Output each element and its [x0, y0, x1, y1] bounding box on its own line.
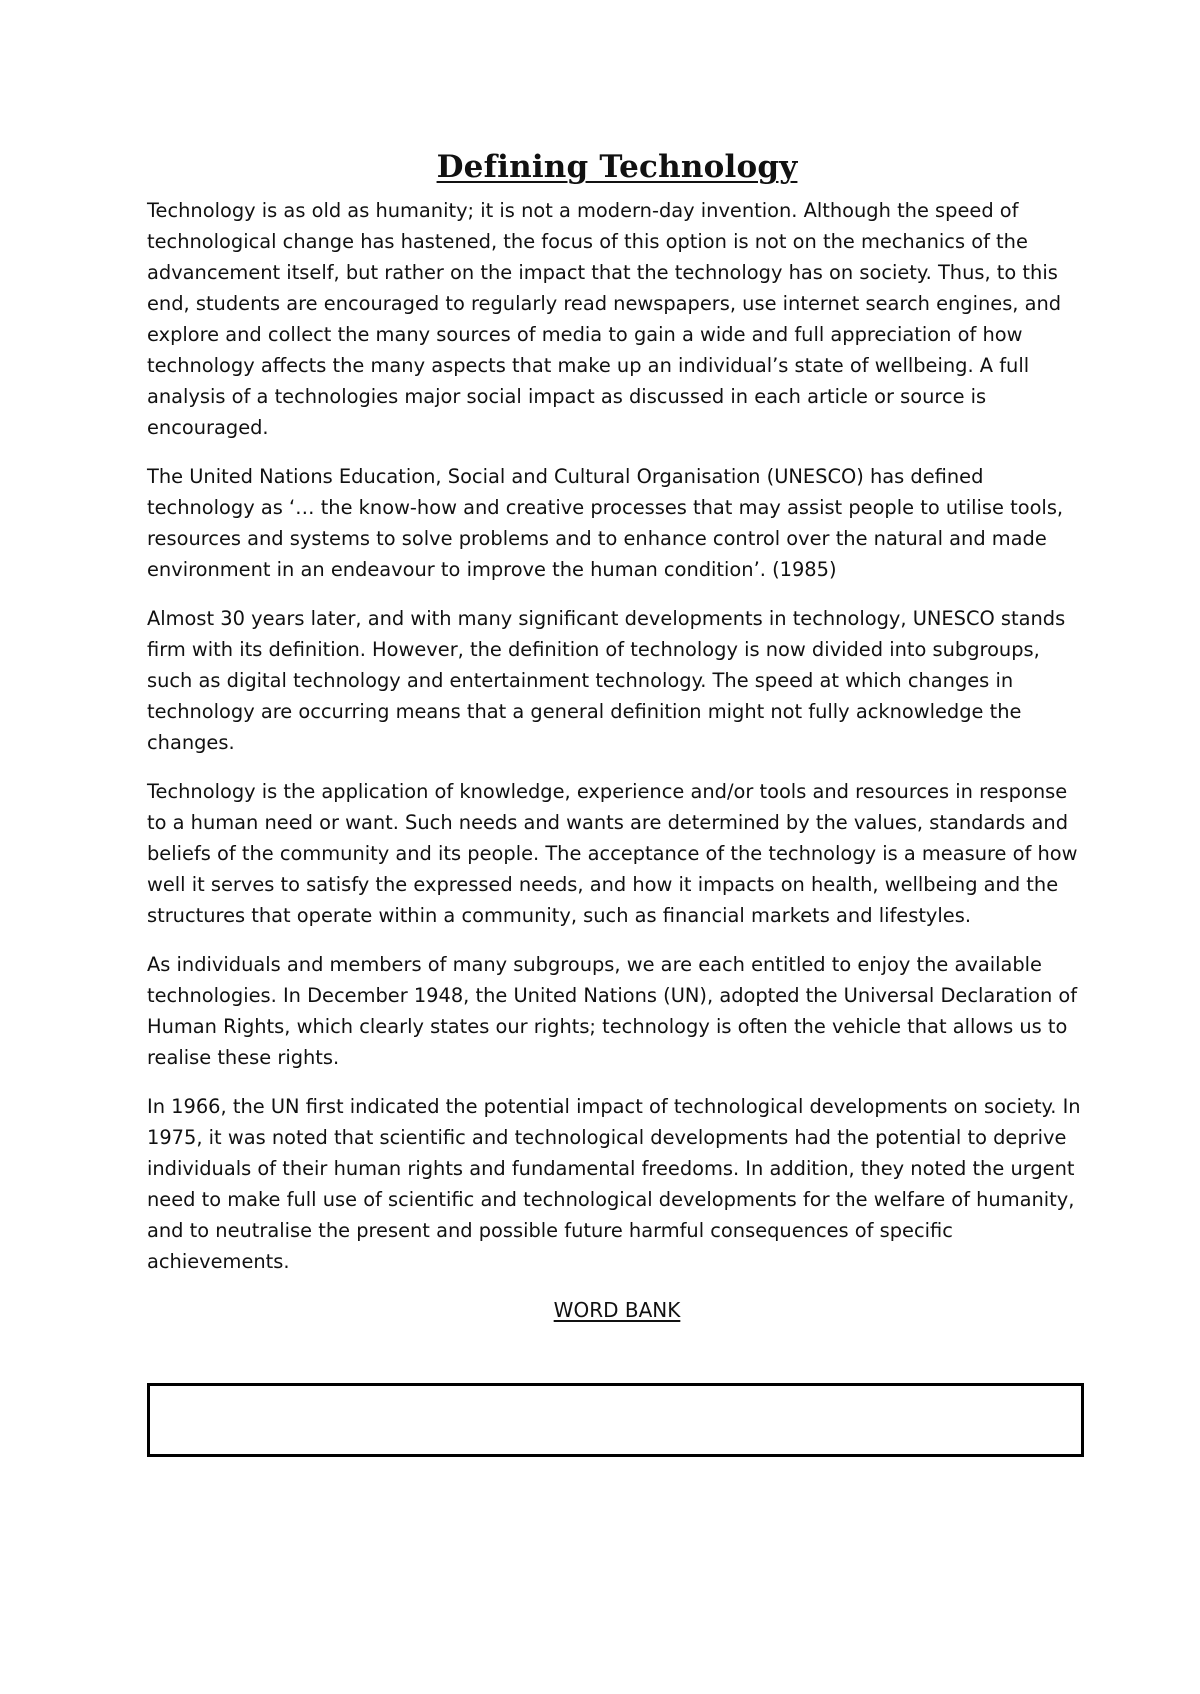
- document-page: [147, 145, 1087, 1325]
- word-bank-heading: WORD BANK: [553, 1298, 681, 1322]
- paragraph-human-rights: As individuals and members of many subgroups, we are each entitled to enjoy the available technologies. In December 1948, the United Nations (UN), adopted the Universal Declaration of Human Rights, which clearly states our rights; technology is often the vehicle that allows us to realise these rights.: [147, 953, 1078, 1069]
- paragraph-subgroups: Almost 30 years later, and with many significant developments in technology, UNESCO stands firm with its definition. However, the definition of technology is now divided into subgroups, such as digital technology and entertainment technology. The speed at which changes in technology are occurring means that a general definition might not fully acknowledge the changes.: [147, 607, 1066, 754]
- document-title: Defining Technology: [436, 149, 798, 185]
- paragraph-application: Technology is the application of knowledge, experience and/or tools and resources in response to a human need or want. Such needs and wants are determined by the values, standards and beliefs of the community and its people. The acceptance of the technology is a measure of how well it serves to satisfy the expressed needs, and how it impacts on health, wellbeing and the structures that operate within a community, such as financial markets and lifestyles.: [147, 780, 1078, 927]
- paragraph-unesco-definition: The United Nations Education, Social and Cultural Organisation (UNESCO) has defined technology as ‘… the know-how and creative processes that may assist people to utilise tools, resources and systems to solve problems and to enhance control over the natural and made environment in an endeavour to improve the human condition’. (1985): [147, 465, 1064, 581]
- paragraph-un-impact: In 1966, the UN first indicated the potential impact of technological developments on society. In 1975, it was noted that scientific and technological developments had the potential to deprive individuals of their human rights and fundamental freedoms. In addition, they noted the urgent need to make full use of scientific and technological developments for the welfare of humanity, and to neutralise the present and possible future harmful consequences of specific achievements.: [147, 1095, 1081, 1273]
- paragraph-intro: Technology is as old as humanity; it is not a modern-day invention. Although the speed of technological change has hastened, the focus of this option is not on the mechanics of the advancement itself, but rather on the impact that the technology has on society. Thus, to this end, students are encouraged to regularly read newspapers, use internet search engines, and explore and collect the many sources of media to gain a wide and full appreciation of how technology affects the many aspects that make up an individual’s state of wellbeing. A full analysis of a technologies major social impact as discussed in each article or source is encouraged.: [147, 199, 1062, 439]
- word-bank-box: [147, 1383, 1084, 1457]
